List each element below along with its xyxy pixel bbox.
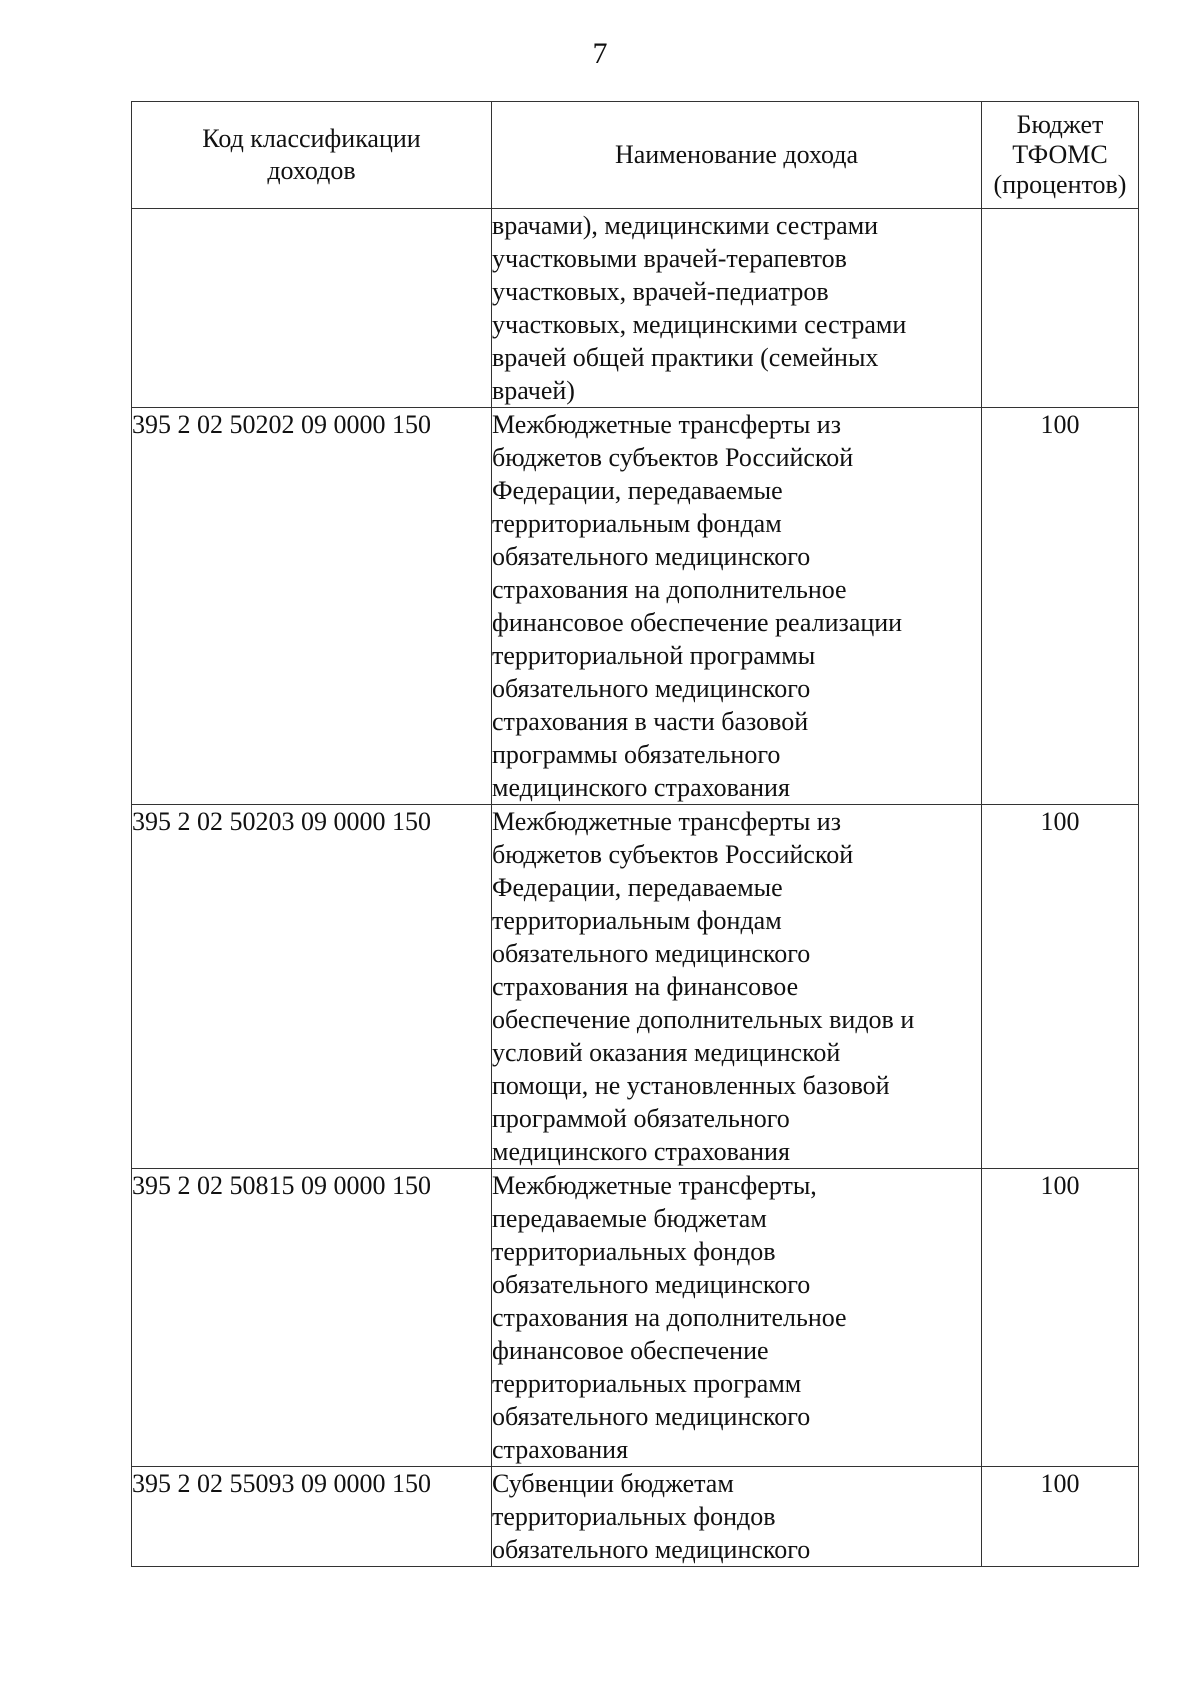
income-name-line: страхования: [492, 1435, 629, 1464]
header-code-line: Код классификации: [202, 124, 421, 153]
income-name-line: бюджетов субъектов Российской: [492, 443, 854, 472]
table-row: [132, 408, 1139, 805]
income-name-cell: [492, 408, 982, 805]
income-name-line: участковыми врачей-терапевтов: [492, 244, 847, 273]
income-name-line: помощи, не установленных базовой: [492, 1071, 890, 1100]
income-name-line: обязательного медицинского: [492, 1270, 811, 1299]
income-code-cell: 395 2 02 55093 09 0000 150: [132, 1467, 492, 1567]
income-name-cell: [492, 1467, 982, 1567]
header-code-line: доходов: [267, 156, 356, 185]
income-name-line: Межбюджетные трансферты,: [492, 1171, 817, 1200]
header-code: [132, 102, 492, 209]
income-name-line: Федерации, передаваемые: [492, 476, 783, 505]
income-name-cell: [492, 805, 982, 1169]
income-name-line: обязательного медицинского: [492, 1402, 811, 1431]
income-name-line: финансовое обеспечение: [492, 1336, 769, 1365]
budget-percent-cell: 100: [982, 805, 1139, 1169]
budget-percent-cell: 100: [982, 1467, 1139, 1567]
income-name-line: территориальных фондов: [492, 1237, 776, 1266]
income-name-line: участковых, медицинскими сестрами: [492, 310, 907, 339]
budget-percent-cell: [982, 209, 1139, 408]
income-name-line: медицинского страхования: [492, 773, 790, 802]
income-code-cell: 395 2 02 50203 09 0000 150: [132, 805, 492, 1169]
income-name-line: бюджетов субъектов Российской: [492, 840, 854, 869]
income-name-line: врачами), медицинскими сестрами: [492, 211, 879, 240]
header-percent-line: ТФОМС: [1012, 140, 1108, 169]
income-name-line: территориальных фондов: [492, 1502, 776, 1531]
header-name: [492, 102, 982, 209]
income-name-line: Межбюджетные трансферты из: [492, 410, 841, 439]
income-name-line: обязательного медицинского: [492, 674, 811, 703]
income-name-line: медицинского страхования: [492, 1137, 790, 1166]
income-code-cell: 395 2 02 50815 09 0000 150: [132, 1169, 492, 1467]
income-name-line: страхования на финансовое: [492, 972, 799, 1001]
budget-percent-cell: 100: [982, 408, 1139, 805]
income-name-line: Субвенции бюджетам: [492, 1469, 734, 1498]
income-name-line: врачей): [492, 376, 575, 405]
table-body: [132, 209, 1139, 1567]
header-percent: [982, 102, 1139, 209]
income-code-cell: [132, 209, 492, 408]
income-name-cell: [492, 1169, 982, 1467]
income-name-line: обеспечение дополнительных видов и: [492, 1005, 915, 1034]
income-name-line: страхования на дополнительное: [492, 575, 847, 604]
income-name-line: врачей общей практики (семейных: [492, 343, 879, 372]
income-name-line: страхования на дополнительное: [492, 1303, 847, 1332]
header-percent-line: (процентов): [993, 170, 1127, 199]
income-name-cell: [492, 209, 982, 408]
income-name-line: страхования в части базовой: [492, 707, 809, 736]
income-name-line: передаваемые бюджетам: [492, 1204, 767, 1233]
income-code-cell: 395 2 02 50202 09 0000 150: [132, 408, 492, 805]
income-name-line: территориальной программы: [492, 641, 816, 670]
budget-percent-cell: 100: [982, 1169, 1139, 1467]
income-name-line: территориальным фондам: [492, 906, 782, 935]
page-number: 7: [592, 37, 608, 70]
income-name-line: обязательного медицинского: [492, 542, 811, 571]
income-name-line: финансовое обеспечение реализации: [492, 608, 903, 637]
income-name-line: территориальных программ: [492, 1369, 802, 1398]
table-row: [132, 1467, 1139, 1567]
table-header-row: [132, 102, 1139, 209]
income-classification-table: [131, 101, 1139, 1567]
table-row: [132, 209, 1139, 408]
header-name-line: Наименование дохода: [614, 140, 859, 169]
income-name-line: Федерации, передаваемые: [492, 873, 783, 902]
income-name-line: обязательного медицинского: [492, 939, 811, 968]
income-name-line: программы обязательного: [492, 740, 781, 769]
income-name-line: Межбюджетные трансферты из: [492, 807, 841, 836]
table-row: [132, 805, 1139, 1169]
income-name-line: участковых, врачей-педиатров: [492, 277, 829, 306]
income-name-line: территориальным фондам: [492, 509, 782, 538]
income-name-line: обязательного медицинского: [492, 1535, 811, 1564]
table-row: [132, 1169, 1139, 1467]
income-name-line: условий оказания медицинской: [492, 1038, 841, 1067]
income-name-line: программой обязательного: [492, 1104, 790, 1133]
header-percent-line: Бюджет: [1016, 110, 1104, 139]
